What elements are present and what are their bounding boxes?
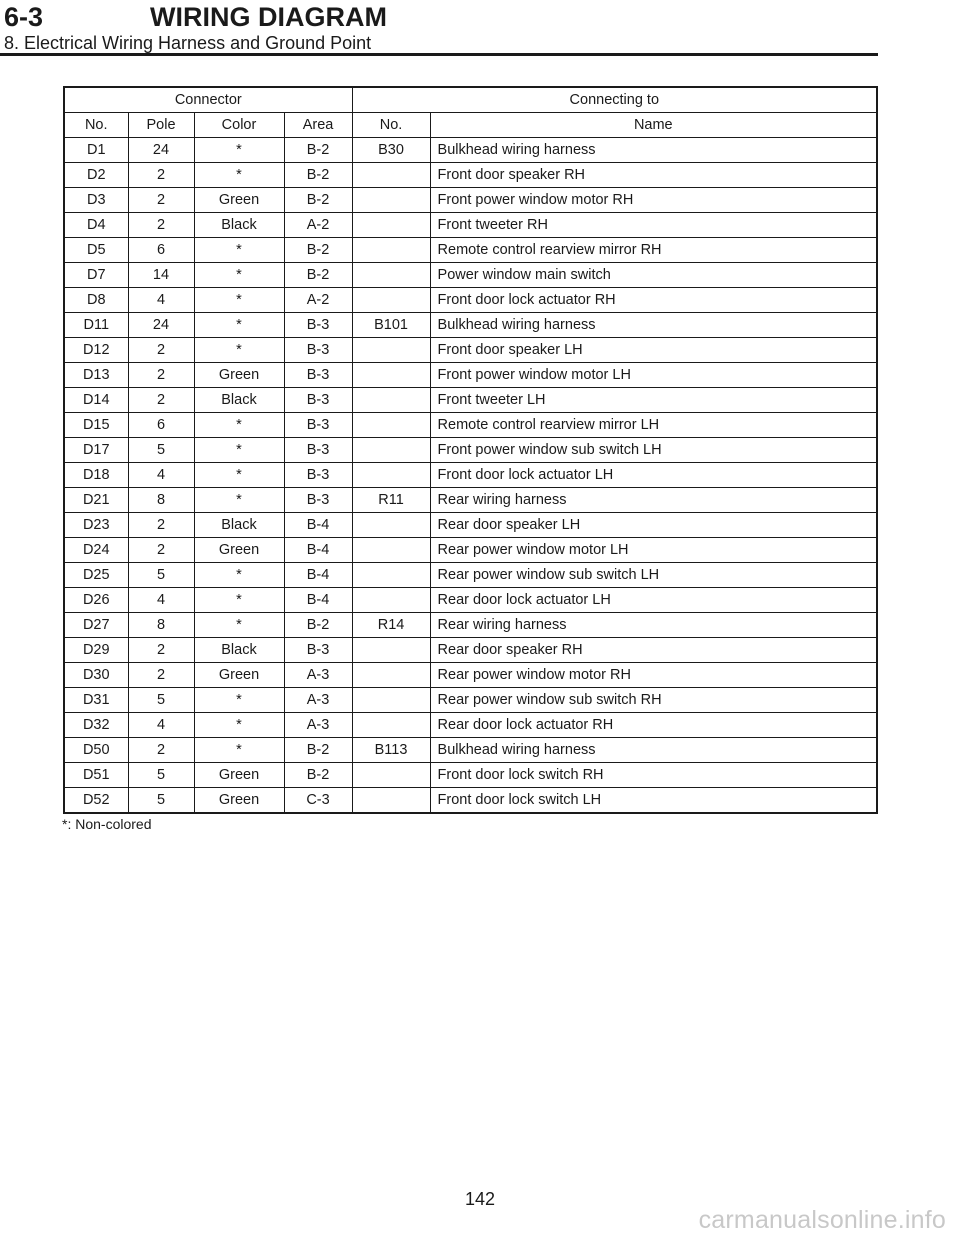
cell-name: Front door speaker LH (430, 338, 877, 363)
cell-color: Green (194, 188, 284, 213)
cell-connecting-no (352, 213, 430, 238)
cell-area: B-3 (284, 388, 352, 413)
table-row (64, 188, 877, 213)
col-header-name: Name (430, 113, 877, 138)
cell-connector-no: D21 (64, 488, 128, 513)
cell-pole: 2 (128, 388, 194, 413)
cell-connecting-no (352, 188, 430, 213)
table-row (64, 763, 877, 788)
cell-pole: 2 (128, 363, 194, 388)
cell-pole: 5 (128, 688, 194, 713)
cell-name: Front door lock actuator RH (430, 288, 877, 313)
cell-connecting-no (352, 338, 430, 363)
cell-pole: 4 (128, 713, 194, 738)
cell-pole: 5 (128, 563, 194, 588)
cell-connector-no: D25 (64, 563, 128, 588)
cell-connecting-no (352, 438, 430, 463)
section-number: 6-3 (4, 2, 44, 32)
cell-name: Rear power window sub switch RH (430, 688, 877, 713)
cell-area: B-3 (284, 338, 352, 363)
cell-pole: 5 (128, 438, 194, 463)
cell-connecting-no: B30 (352, 138, 430, 163)
cell-name: Rear power window motor RH (430, 663, 877, 688)
table-row (64, 738, 877, 763)
cell-color: Green (194, 663, 284, 688)
table-row (64, 788, 877, 814)
table-row (64, 688, 877, 713)
cell-area: B-3 (284, 363, 352, 388)
cell-connecting-no (352, 713, 430, 738)
cell-area: B-2 (284, 738, 352, 763)
cell-color: Black (194, 388, 284, 413)
cell-name: Remote control rearview mirror LH (430, 413, 877, 438)
cell-connecting-no (352, 563, 430, 588)
cell-name: Bulkhead wiring harness (430, 313, 877, 338)
cell-connecting-no (352, 763, 430, 788)
table-row (64, 363, 877, 388)
table-row (64, 338, 877, 363)
cell-pole: 5 (128, 788, 194, 814)
cell-area: B-2 (284, 138, 352, 163)
cell-connector-no: D27 (64, 613, 128, 638)
cell-color: * (194, 488, 284, 513)
cell-area: A-3 (284, 663, 352, 688)
cell-color: * (194, 563, 284, 588)
cell-pole: 4 (128, 588, 194, 613)
table-row (64, 588, 877, 613)
cell-color: Green (194, 763, 284, 788)
cell-connecting-no (352, 538, 430, 563)
cell-connector-no: D31 (64, 688, 128, 713)
cell-connector-no: D7 (64, 263, 128, 288)
cell-color: Black (194, 513, 284, 538)
cell-name: Power window main switch (430, 263, 877, 288)
watermark: carmanualsonline.info (698, 1206, 946, 1234)
cell-pole: 2 (128, 638, 194, 663)
cell-pole: 2 (128, 188, 194, 213)
page-subtitle: 8. Electrical Wiring Harness and Ground Point (4, 33, 372, 53)
cell-area: B-3 (284, 463, 352, 488)
cell-name: Rear wiring harness (430, 613, 877, 638)
table-row (64, 638, 877, 663)
cell-name: Rear power window motor LH (430, 538, 877, 563)
cell-pole: 8 (128, 613, 194, 638)
cell-area: B-3 (284, 413, 352, 438)
cell-name: Front door speaker RH (430, 163, 877, 188)
cell-pole: 24 (128, 138, 194, 163)
cell-connecting-no: B113 (352, 738, 430, 763)
cell-connector-no: D51 (64, 763, 128, 788)
table-row (64, 563, 877, 588)
cell-area: B-2 (284, 163, 352, 188)
page-number: 142 (464, 1189, 496, 1209)
cell-name: Front tweeter LH (430, 388, 877, 413)
table-row (64, 488, 877, 513)
cell-area: A-3 (284, 688, 352, 713)
cell-color: * (194, 138, 284, 163)
cell-pole: 4 (128, 288, 194, 313)
table-row (64, 288, 877, 313)
cell-connector-no: D50 (64, 738, 128, 763)
cell-area: B-2 (284, 763, 352, 788)
cell-connecting-no: R11 (352, 488, 430, 513)
cell-name: Rear power window sub switch LH (430, 563, 877, 588)
cell-connecting-no (352, 288, 430, 313)
cell-name: Rear door speaker LH (430, 513, 877, 538)
table-row (64, 713, 877, 738)
cell-name: Bulkhead wiring harness (430, 738, 877, 763)
cell-connecting-no: B101 (352, 313, 430, 338)
group-header-connector: Connector (64, 87, 352, 113)
cell-connecting-no: R14 (352, 613, 430, 638)
cell-area: B-4 (284, 538, 352, 563)
cell-name: Front power window motor LH (430, 363, 877, 388)
cell-connector-no: D2 (64, 163, 128, 188)
table-row (64, 138, 877, 163)
cell-color: * (194, 713, 284, 738)
cell-connector-no: D32 (64, 713, 128, 738)
cell-color: Green (194, 538, 284, 563)
cell-connecting-no (352, 163, 430, 188)
cell-name: Front tweeter RH (430, 213, 877, 238)
cell-connector-no: D3 (64, 188, 128, 213)
cell-color: * (194, 238, 284, 263)
table-row (64, 438, 877, 463)
cell-name: Bulkhead wiring harness (430, 138, 877, 163)
col-header-no: No. (64, 113, 128, 138)
cell-area: C-3 (284, 788, 352, 814)
cell-connector-no: D11 (64, 313, 128, 338)
cell-name: Front door lock actuator LH (430, 463, 877, 488)
table-row (64, 388, 877, 413)
cell-name: Front door lock switch LH (430, 788, 877, 814)
cell-color: * (194, 413, 284, 438)
cell-connecting-no (352, 688, 430, 713)
cell-color: * (194, 688, 284, 713)
cell-color: * (194, 338, 284, 363)
cell-name: Rear wiring harness (430, 488, 877, 513)
cell-connector-no: D29 (64, 638, 128, 663)
cell-pole: 2 (128, 538, 194, 563)
cell-connector-no: D17 (64, 438, 128, 463)
cell-connector-no: D12 (64, 338, 128, 363)
cell-connecting-no (352, 363, 430, 388)
cell-pole: 24 (128, 313, 194, 338)
col-header-pole: Pole (128, 113, 194, 138)
cell-color: * (194, 613, 284, 638)
cell-area: B-3 (284, 638, 352, 663)
cell-pole: 2 (128, 163, 194, 188)
cell-connector-no: D1 (64, 138, 128, 163)
cell-pole: 2 (128, 338, 194, 363)
cell-area: B-3 (284, 488, 352, 513)
cell-area: B-2 (284, 238, 352, 263)
cell-area: B-2 (284, 188, 352, 213)
cell-connector-no: D23 (64, 513, 128, 538)
cell-pole: 4 (128, 463, 194, 488)
cell-color: * (194, 438, 284, 463)
cell-connecting-no (352, 263, 430, 288)
cell-pole: 6 (128, 413, 194, 438)
column-header-row (64, 113, 877, 138)
cell-connecting-no (352, 413, 430, 438)
col-header-area: Area (284, 113, 352, 138)
cell-connecting-no (352, 388, 430, 413)
cell-pole: 2 (128, 213, 194, 238)
cell-color: * (194, 288, 284, 313)
table-row (64, 513, 877, 538)
cell-area: B-2 (284, 263, 352, 288)
cell-connecting-no (352, 588, 430, 613)
cell-pole: 5 (128, 763, 194, 788)
cell-color: * (194, 263, 284, 288)
cell-color: Green (194, 363, 284, 388)
cell-area: B-2 (284, 613, 352, 638)
table-row (64, 263, 877, 288)
footnote: *: Non-colored (62, 816, 152, 832)
table-row (64, 413, 877, 438)
cell-connector-no: D14 (64, 388, 128, 413)
cell-connecting-no (352, 463, 430, 488)
cell-color: Black (194, 638, 284, 663)
cell-area: A-2 (284, 213, 352, 238)
page-title: WIRING DIAGRAM (150, 2, 387, 32)
cell-connector-no: D4 (64, 213, 128, 238)
cell-area: A-3 (284, 713, 352, 738)
header-rule (0, 53, 878, 56)
cell-name: Rear door speaker RH (430, 638, 877, 663)
cell-name: Rear door lock actuator RH (430, 713, 877, 738)
cell-name: Rear door lock actuator LH (430, 588, 877, 613)
cell-name: Front door lock switch RH (430, 763, 877, 788)
cell-pole: 14 (128, 263, 194, 288)
cell-pole: 8 (128, 488, 194, 513)
cell-color: Green (194, 788, 284, 814)
table-row (64, 238, 877, 263)
cell-name: Front power window motor RH (430, 188, 877, 213)
cell-connector-no: D30 (64, 663, 128, 688)
cell-connector-no: D15 (64, 413, 128, 438)
cell-area: B-4 (284, 513, 352, 538)
cell-name: Front power window sub switch LH (430, 438, 877, 463)
cell-connector-no: D8 (64, 288, 128, 313)
table-row (64, 163, 877, 188)
connector-table (63, 86, 878, 814)
cell-color: * (194, 463, 284, 488)
table-row (64, 313, 877, 338)
cell-pole: 2 (128, 513, 194, 538)
cell-connector-no: D18 (64, 463, 128, 488)
cell-connecting-no (352, 663, 430, 688)
cell-color: * (194, 313, 284, 338)
table-row (64, 663, 877, 688)
cell-connector-no: D13 (64, 363, 128, 388)
table-row (64, 538, 877, 563)
table-row (64, 213, 877, 238)
cell-connecting-no (352, 638, 430, 663)
table-row (64, 613, 877, 638)
cell-color: * (194, 163, 284, 188)
group-header-connecting-to: Connecting to (352, 87, 877, 113)
table-row (64, 463, 877, 488)
cell-connector-no: D5 (64, 238, 128, 263)
cell-connecting-no (352, 238, 430, 263)
cell-area: B-4 (284, 588, 352, 613)
cell-area: A-2 (284, 288, 352, 313)
col-header-to-no: No. (352, 113, 430, 138)
table-body (64, 138, 877, 814)
cell-color: Black (194, 213, 284, 238)
cell-area: B-4 (284, 563, 352, 588)
cell-connector-no: D26 (64, 588, 128, 613)
cell-pole: 2 (128, 738, 194, 763)
cell-connector-no: D24 (64, 538, 128, 563)
cell-connecting-no (352, 788, 430, 814)
cell-color: * (194, 588, 284, 613)
col-header-color: Color (194, 113, 284, 138)
cell-pole: 6 (128, 238, 194, 263)
cell-name: Remote control rearview mirror RH (430, 238, 877, 263)
cell-area: B-3 (284, 313, 352, 338)
cell-connecting-no (352, 513, 430, 538)
cell-area: B-3 (284, 438, 352, 463)
cell-pole: 2 (128, 663, 194, 688)
cell-color: * (194, 738, 284, 763)
group-header-row (64, 87, 877, 113)
cell-connector-no: D52 (64, 788, 128, 814)
